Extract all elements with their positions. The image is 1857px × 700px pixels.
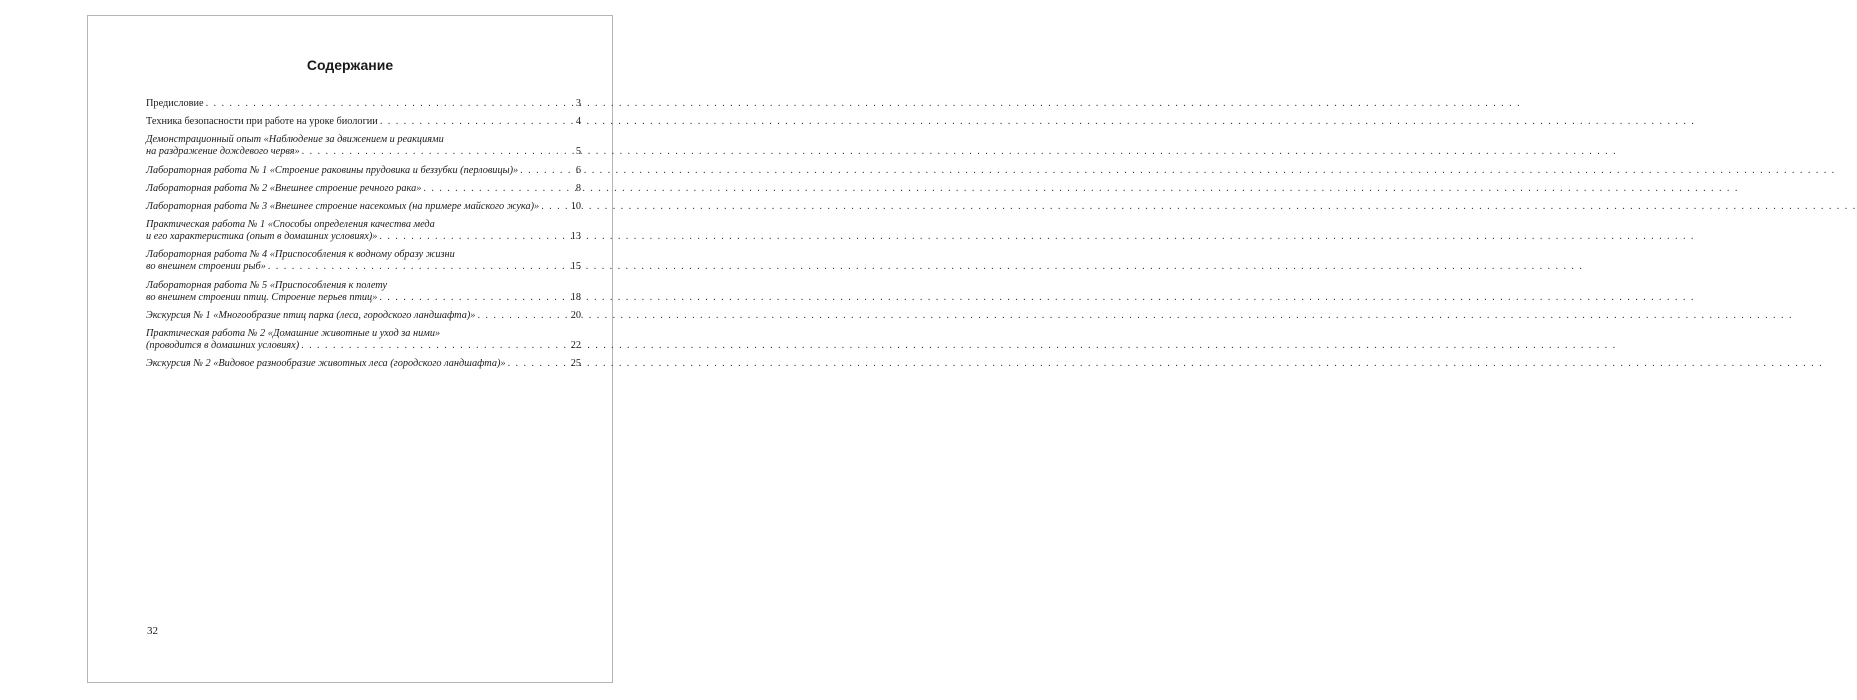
toc-entry-label: Практическая работа № 1 — [146, 219, 266, 231]
toc-entry-label: Лабораторная работа № 1 — [146, 164, 268, 176]
toc-entry-line — [146, 98, 581, 110]
toc-entry-label: Экскурсия № 2 — [146, 358, 211, 370]
toc-entry-title: на раздражение дождевого червя» — [146, 146, 300, 158]
toc-entry-label: Практическая работа № 2 — [146, 327, 266, 339]
toc-entry-title: во внешнем строении птиц. Строение перьев птиц» — [146, 291, 378, 303]
toc-entry-text — [146, 98, 204, 110]
table-of-contents — [146, 98, 581, 376]
toc-entry — [146, 219, 581, 243]
toc-entry-text — [146, 146, 300, 158]
toc-entry-text — [146, 310, 475, 322]
toc-entry-line — [146, 358, 581, 370]
toc-entry — [146, 201, 581, 213]
toc-entry-text — [146, 358, 506, 370]
toc-entry — [146, 358, 581, 370]
toc-entry-page-number: 6 — [575, 164, 581, 176]
toc-entry — [146, 183, 581, 195]
toc-entry-title: «Домашние животные и уход за ними» — [267, 327, 441, 339]
toc-entry-line — [146, 146, 581, 158]
toc-entry-title: (проводится в домашних условиях) — [146, 339, 300, 351]
toc-entry — [146, 280, 581, 304]
toc-entry-line — [146, 310, 581, 322]
toc-entry-title: Предисловие — [146, 98, 204, 109]
dot-leader — [206, 98, 573, 110]
toc-entry-text — [146, 165, 518, 177]
dot-leader — [302, 146, 573, 158]
toc-entry-page-number: 13 — [570, 231, 581, 243]
page-number: 32 — [147, 625, 158, 637]
toc-entry-text — [146, 249, 455, 260]
toc-entry-text — [146, 292, 377, 304]
toc-entry-line — [146, 165, 581, 177]
toc-entry-title: «Видовое разнообразие животных леса (городского ландшафта)» — [213, 358, 506, 370]
toc-entry — [146, 116, 581, 128]
dot-leader — [380, 116, 573, 128]
toc-entry — [146, 328, 581, 352]
toc-entry — [146, 98, 581, 110]
toc-entry-line — [146, 292, 581, 304]
toc-entry-text — [146, 340, 299, 352]
toc-entry-title: во внешнем строении рыб» — [146, 261, 266, 273]
toc-entry-line — [146, 328, 581, 340]
toc-entry-line — [146, 134, 581, 146]
toc-entry-text — [146, 183, 421, 195]
toc-entry-page-number: 18 — [570, 291, 581, 303]
toc-entry-title: «Строение раковины прудовика и беззубки (перловицы)» — [269, 164, 519, 176]
toc-entry-line — [146, 340, 581, 352]
dot-leader — [541, 201, 568, 213]
dot-leader — [508, 358, 568, 370]
toc-entry-line — [146, 231, 581, 243]
toc-entry-line — [146, 201, 581, 213]
toc-entry-label: Лабораторная работа № 2 — [146, 182, 268, 194]
toc-entry-page-number: 4 — [575, 116, 581, 128]
toc-entry-page-number: 25 — [570, 358, 581, 370]
toc-entry-title: «Приспособления к водному образу жизни — [269, 249, 455, 261]
toc-entry-page-number: 8 — [575, 182, 581, 194]
toc-entry-label: Экскурсия № 1 — [146, 309, 211, 321]
toc-entry-page-number: 15 — [570, 261, 581, 273]
toc-entry — [146, 165, 581, 177]
toc-entry — [146, 134, 581, 158]
dot-leader — [301, 340, 568, 352]
toc-entry-text — [146, 261, 266, 273]
toc-entry-text — [146, 134, 444, 145]
toc-entry-line — [146, 249, 581, 261]
toc-entry-line — [146, 183, 581, 195]
toc-entry-title: «Наблюдение за движением и реакциями — [263, 134, 444, 146]
toc-entry — [146, 310, 581, 322]
toc-entry-line — [146, 116, 581, 128]
toc-entry-text — [146, 201, 539, 213]
dot-leader — [520, 165, 573, 177]
dot-leader — [379, 292, 567, 304]
toc-entry-title: Техника безопасности при работе на уроке биологии — [146, 116, 378, 128]
toc-entry-title: «Внешнее строение речного рака» — [269, 182, 422, 194]
toc-entry-page-number: 22 — [570, 339, 581, 351]
dot-leader — [477, 310, 567, 322]
toc-entry-text — [146, 328, 440, 339]
toc-entry-page-number: 5 — [575, 146, 581, 158]
toc-entry-line — [146, 280, 581, 292]
toc-entry-page-number: 3 — [575, 98, 581, 109]
toc-entry-title: «Многообразие птиц парка (леса, городского ландшафта)» — [213, 309, 476, 321]
toc-entry-line — [146, 261, 581, 273]
toc-entry — [146, 249, 581, 273]
toc-entry-title: «Внешнее строение насекомых (на примере майского жука)» — [269, 200, 540, 212]
toc-entry-page-number: 20 — [570, 309, 581, 321]
toc-entry-title: «Приспособления к полету — [269, 279, 388, 291]
toc-entry-text — [146, 231, 377, 243]
toc-entry-text — [146, 219, 435, 230]
dot-leader — [423, 183, 572, 195]
toc-entry-label: Демонстрационный опыт — [146, 134, 262, 146]
toc-entry-label: Лабораторная работа № 5 — [146, 279, 268, 291]
toc-entry-title: «Способы определения качества меда — [267, 219, 435, 231]
toc-entry-page-number: 10 — [570, 200, 581, 212]
toc-entry-text — [146, 280, 387, 291]
book-page — [87, 15, 613, 683]
toc-entry-label: Лабораторная работа № 4 — [146, 249, 268, 261]
toc-entry-title: и его характеристика (опыт в домашних условиях)» — [146, 231, 378, 243]
page-title: Содержание — [306, 57, 394, 73]
toc-entry-label: Лабораторная работа № 3 — [146, 200, 268, 212]
toc-entry-line — [146, 219, 581, 231]
dot-leader — [268, 261, 568, 273]
dot-leader — [379, 231, 567, 243]
toc-entry-text — [146, 116, 378, 128]
